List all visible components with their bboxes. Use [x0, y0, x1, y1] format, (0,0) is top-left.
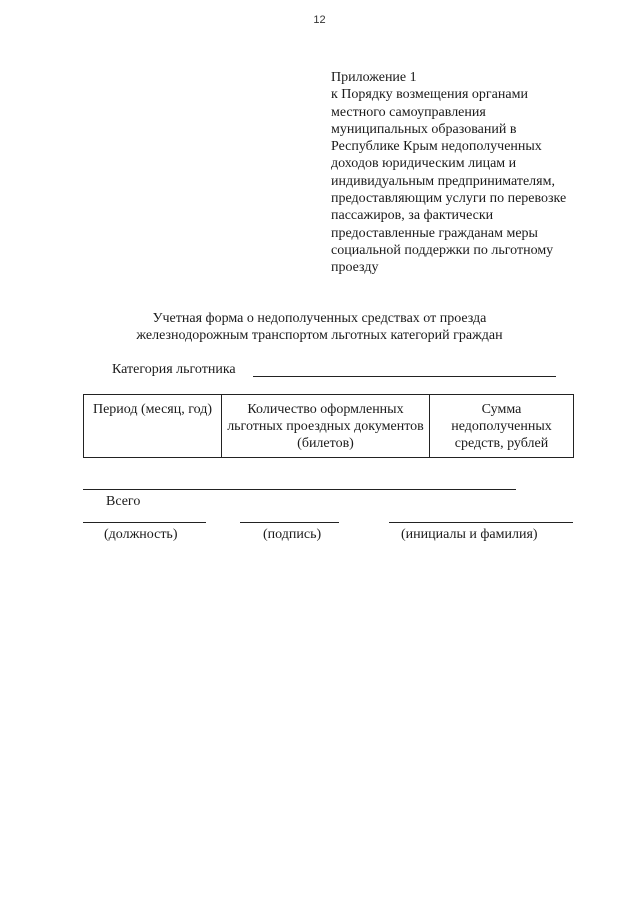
appendix-block: [331, 69, 631, 277]
total-label: Всего: [106, 494, 141, 509]
position-fill-line[interactable]: [83, 522, 206, 523]
appendix-line: социальной поддержки по льготному: [331, 242, 554, 258]
appendix-line: индивидуальным предпринимателям,: [331, 173, 555, 189]
form-title-line-2: железнодорожным транспортом льготных категорий граждан: [136, 328, 503, 343]
appendix-line: пассажиров, за фактически: [331, 208, 494, 224]
form-title-line-1: Учетная форма о недополученных средствах от проезда: [152, 311, 487, 326]
appendix-line: доходов юридическим лицам и: [331, 156, 517, 172]
appendix-line: предоставляющим услуги по перевозке: [331, 191, 567, 207]
category-fill-line[interactable]: [253, 376, 556, 377]
signature-caption: (подпись): [263, 527, 322, 542]
appendix-line: муниципальных образований в: [331, 121, 517, 137]
appendix-line: к Порядку возмещения органами: [331, 87, 528, 103]
column-header-period: Период (месяц, год): [84, 395, 222, 458]
position-caption: (должность): [104, 527, 178, 542]
appendix-line: местного самоуправления: [331, 104, 486, 120]
category-label: Категория льготника: [112, 362, 236, 377]
table-header-row: [84, 395, 574, 458]
name-fill-line[interactable]: [389, 522, 573, 523]
appendix-line: предоставленные гражданам меры: [331, 225, 538, 241]
signature-fill-line[interactable]: [240, 522, 339, 523]
column-header-amount: Сумма недополученных средств, рублей: [430, 395, 574, 458]
form-title: [0, 310, 639, 344]
appendix-line: проезду: [331, 260, 379, 276]
total-separator-line: [83, 489, 516, 490]
page-number: 12: [313, 14, 326, 26]
name-caption: (инициалы и фамилия): [401, 527, 538, 542]
appendix-line: Приложение 1: [331, 70, 417, 85]
column-header-ticket-count: Количество оформленных льготных проездных документов (билетов): [222, 395, 430, 458]
appendix-line: Республике Крым недополученных: [331, 139, 542, 155]
report-table: [83, 394, 574, 458]
